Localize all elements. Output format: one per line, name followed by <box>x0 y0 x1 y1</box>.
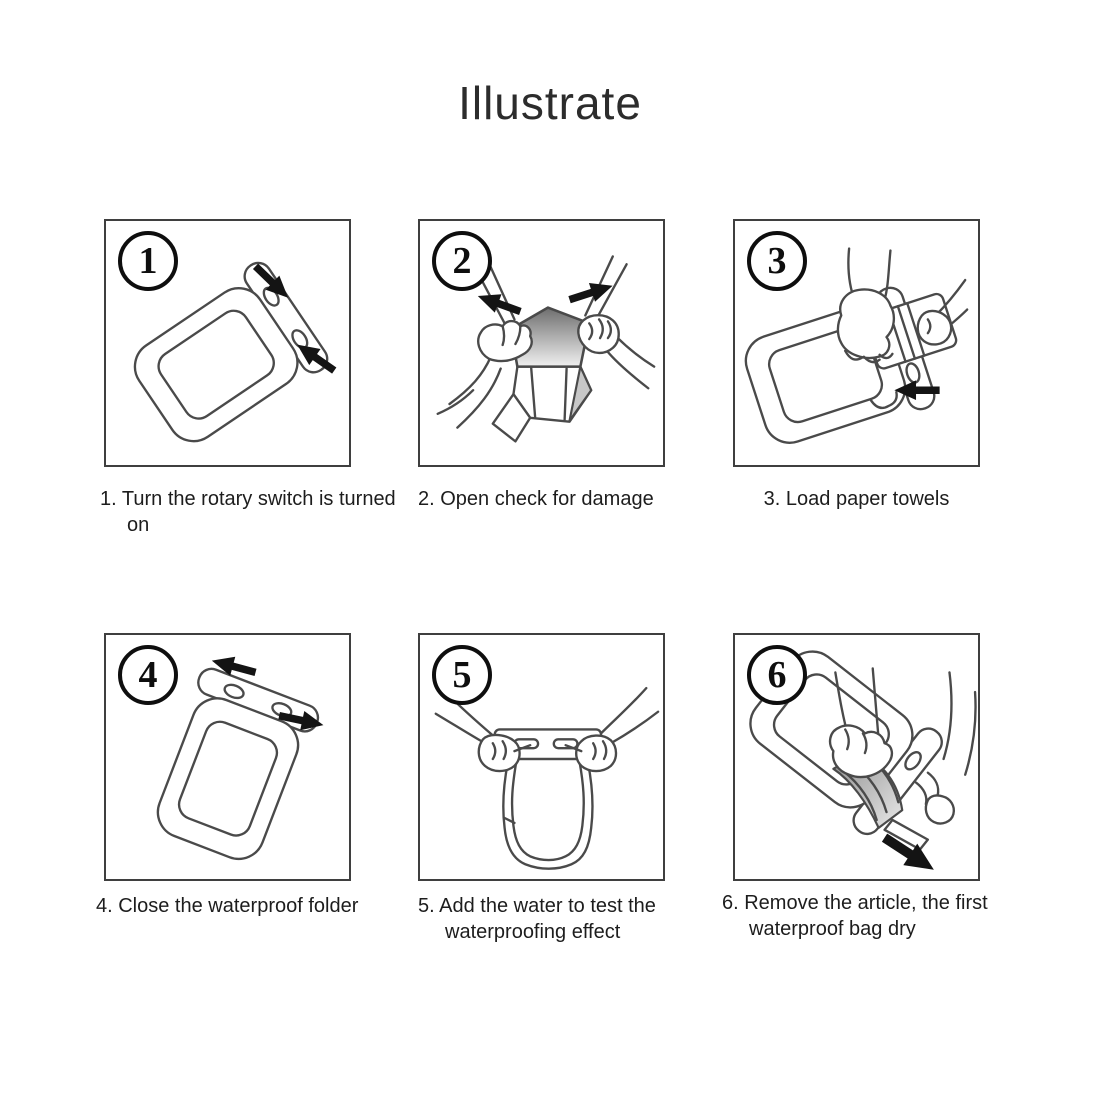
page-title: Illustrate <box>458 77 642 129</box>
step-6-caption: 6. Remove the article, the first waterproof bag dry <box>722 892 988 941</box>
step-4-caption: 4. Close the waterproof folder <box>96 895 359 917</box>
step-1-number-badge: 1 <box>118 231 178 291</box>
step-5-caption: 5. Add the water to test the waterproofing effect <box>418 895 656 944</box>
step-4-number-badge: 4 <box>118 645 178 705</box>
step-6-panel <box>733 633 980 881</box>
waterproof-pouch-icon <box>143 665 322 869</box>
step-3-caption: 3. Load paper towels <box>763 488 950 510</box>
step-2-number-badge: 2 <box>432 231 492 291</box>
step-6-number-badge: 6 <box>747 645 807 705</box>
step-1-panel <box>104 219 351 467</box>
step-5-number-badge: 5 <box>432 645 492 705</box>
step-2-panel <box>418 219 665 467</box>
step-3-number-badge: 3 <box>747 231 807 291</box>
step-3-panel <box>733 219 980 467</box>
step-1-caption: 1. Turn the rotary switch is turned on <box>100 488 396 537</box>
step-2-caption: 2. Open check for damage <box>418 488 654 510</box>
arrow-icon <box>474 287 523 321</box>
step-5-panel <box>418 633 665 881</box>
step-4-panel <box>104 633 351 881</box>
right-hand-icon <box>578 256 654 388</box>
top-hand-icon <box>838 249 894 363</box>
